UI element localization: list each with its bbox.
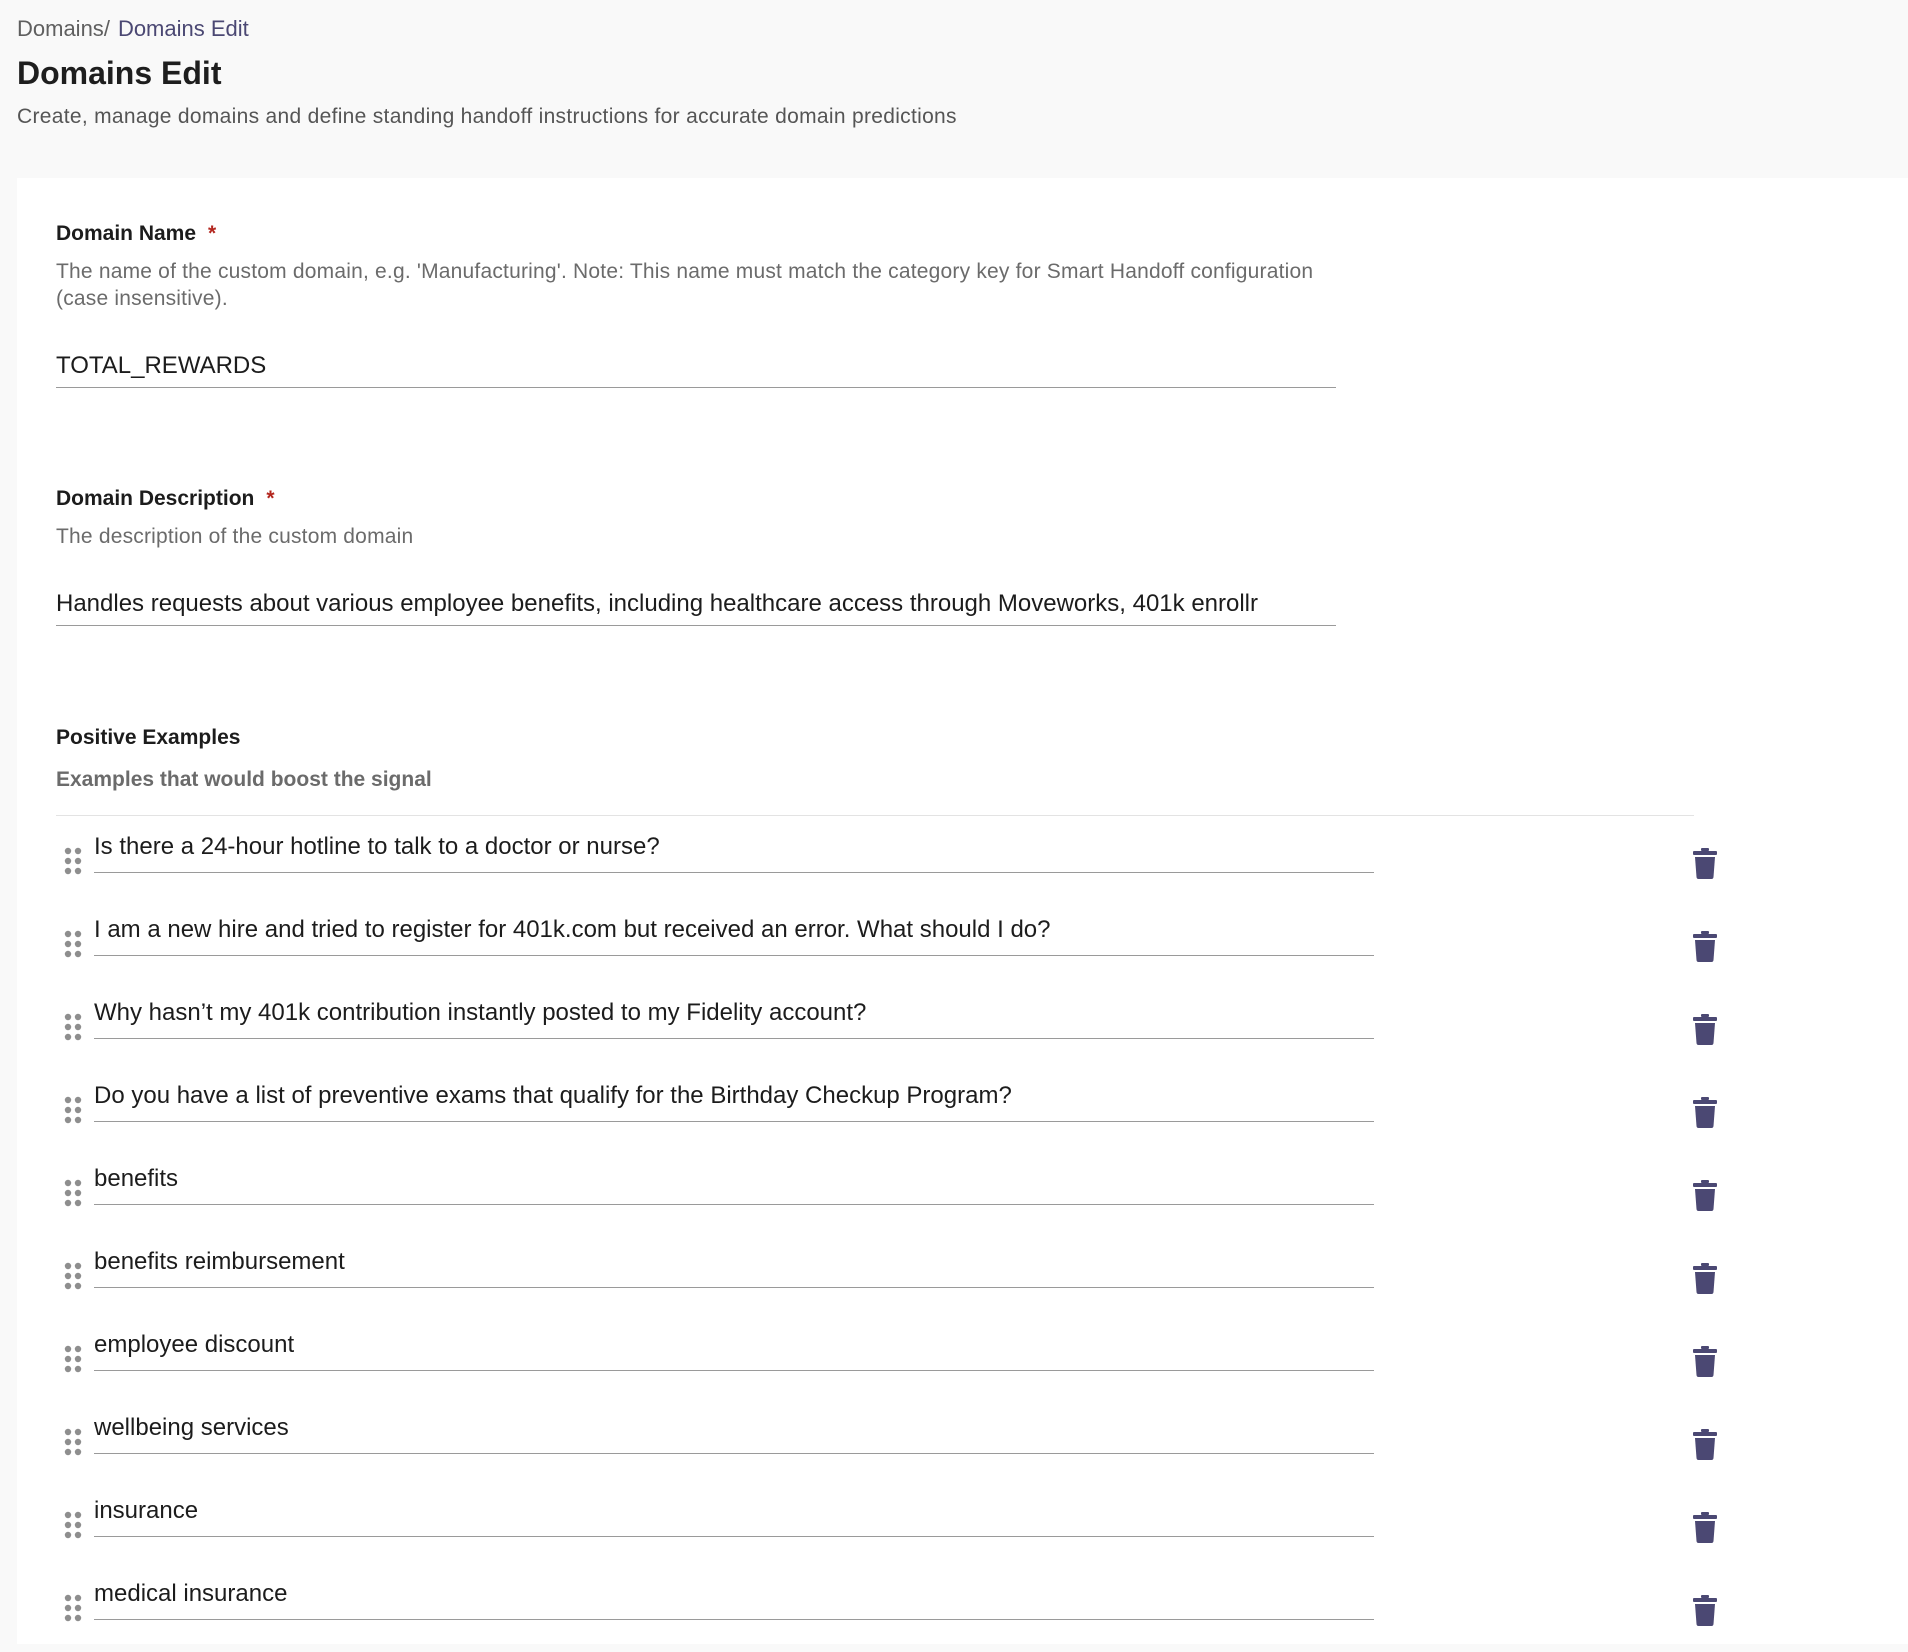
- example-row: [56, 1569, 1736, 1652]
- drag-handle-icon[interactable]: [64, 929, 82, 959]
- domain-name-label-text: Domain Name: [56, 222, 197, 245]
- example-row: [56, 1154, 1736, 1237]
- example-input[interactable]: wellbeing services: [94, 1403, 1374, 1454]
- breadcrumb: [17, 16, 249, 42]
- trash-icon: [1693, 1429, 1717, 1460]
- example-row: [56, 1071, 1736, 1154]
- example-row: [56, 1320, 1736, 1403]
- page-subtitle: Create, manage domains and define standing handoff instructions for accurate domain predictions: [17, 105, 957, 128]
- drag-handle-icon[interactable]: [64, 1510, 82, 1540]
- section-divider: [56, 815, 1694, 816]
- domain-description-label: [56, 487, 275, 511]
- drag-handle-icon[interactable]: [64, 1095, 82, 1125]
- breadcrumb-current: Domains Edit: [117, 16, 249, 41]
- example-row: [56, 1237, 1736, 1320]
- delete-example-button[interactable]: [1690, 929, 1720, 963]
- example-input[interactable]: insurance: [94, 1486, 1374, 1537]
- required-marker: *: [266, 487, 275, 510]
- positive-examples-title: Positive Examples: [56, 726, 241, 749]
- example-input[interactable]: I am a new hire and tried to register for 401k.com but received an error. What should I do?: [94, 905, 1374, 956]
- example-row: [56, 905, 1736, 988]
- drag-handle-icon[interactable]: [64, 1012, 82, 1042]
- trash-icon: [1693, 1014, 1717, 1045]
- positive-examples-help: Examples that would boost the signal: [56, 768, 432, 791]
- domain-description-label-text: Domain Description: [56, 487, 255, 510]
- drag-handle-icon[interactable]: [64, 1261, 82, 1291]
- trash-icon: [1693, 1346, 1717, 1377]
- delete-example-button[interactable]: [1690, 1344, 1720, 1378]
- trash-icon: [1693, 931, 1717, 962]
- drag-handle-icon[interactable]: [64, 846, 82, 876]
- trash-icon: [1693, 1180, 1717, 1211]
- domain-name-label: [56, 222, 216, 246]
- domain-form-card: [17, 178, 1908, 1644]
- delete-example-button[interactable]: [1690, 1261, 1720, 1295]
- trash-icon: [1693, 1263, 1717, 1294]
- trash-icon: [1693, 848, 1717, 879]
- domain-description-input[interactable]: [56, 583, 1336, 626]
- delete-example-button[interactable]: [1690, 1012, 1720, 1046]
- example-row: [56, 822, 1736, 905]
- drag-handle-icon[interactable]: [64, 1178, 82, 1208]
- example-row: [56, 988, 1736, 1071]
- drag-handle-icon[interactable]: [64, 1593, 82, 1623]
- domain-name-input[interactable]: [56, 345, 1336, 388]
- trash-icon: [1693, 1512, 1717, 1543]
- domain-name-help: The name of the custom domain, e.g. 'Manufacturing'. Note: This name must match the category key for Smart Handoff configuration (case insensitive).: [56, 260, 1314, 310]
- page-title: Domains Edit: [17, 55, 222, 91]
- example-row: [56, 1486, 1736, 1569]
- example-input[interactable]: Do you have a list of preventive exams that qualify for the Birthday Checkup Program?: [94, 1071, 1374, 1122]
- example-input[interactable]: benefits: [94, 1154, 1374, 1205]
- example-input[interactable]: benefits reimbursement: [94, 1237, 1374, 1288]
- breadcrumb-parent-link[interactable]: Domains: [17, 16, 104, 41]
- domain-description-help: The description of the custom domain: [56, 525, 414, 548]
- trash-icon: [1693, 1595, 1717, 1626]
- delete-example-button[interactable]: [1690, 846, 1720, 880]
- delete-example-button[interactable]: [1690, 1095, 1720, 1129]
- drag-handle-icon[interactable]: [64, 1427, 82, 1457]
- breadcrumb-separator: /: [103, 16, 110, 41]
- trash-icon: [1693, 1097, 1717, 1128]
- example-row: [56, 1403, 1736, 1486]
- delete-example-button[interactable]: [1690, 1510, 1720, 1544]
- example-input[interactable]: employee discount: [94, 1320, 1374, 1371]
- delete-example-button[interactable]: [1690, 1593, 1720, 1627]
- example-input[interactable]: medical insurance: [94, 1569, 1374, 1620]
- required-marker: *: [208, 222, 217, 245]
- drag-handle-icon[interactable]: [64, 1344, 82, 1374]
- delete-example-button[interactable]: [1690, 1178, 1720, 1212]
- example-input[interactable]: Is there a 24-hour hotline to talk to a doctor or nurse?: [94, 822, 1374, 873]
- example-input[interactable]: Why hasn’t my 401k contribution instantly posted to my Fidelity account?: [94, 988, 1374, 1039]
- delete-example-button[interactable]: [1690, 1427, 1720, 1461]
